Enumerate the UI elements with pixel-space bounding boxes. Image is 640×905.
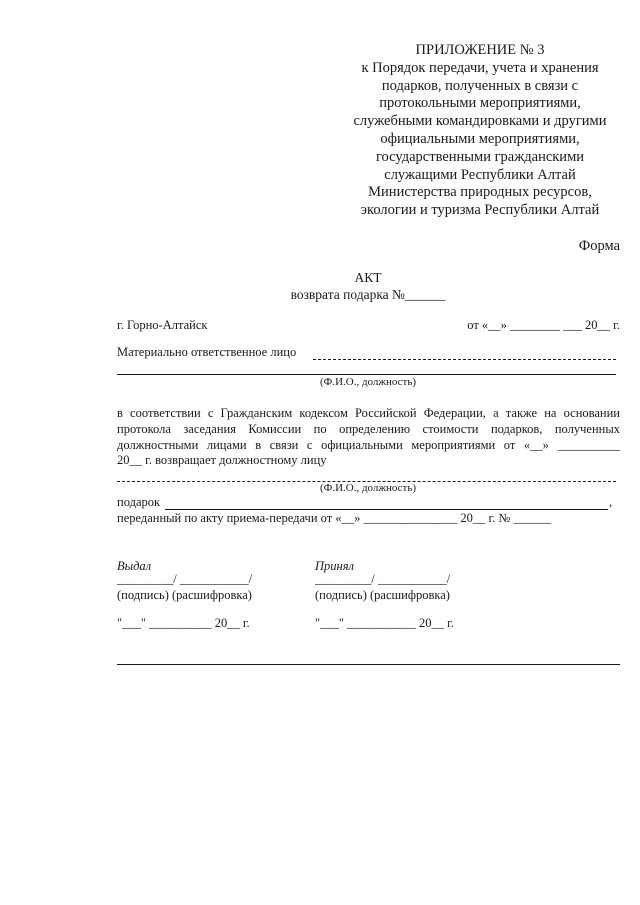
responsible-field[interactable] [313, 359, 616, 360]
fio-caption: (Ф.И.О., должность) [319, 376, 417, 388]
body-line: 20__ г. возвращает должностному лицу [117, 453, 327, 467]
gift-field[interactable] [165, 509, 608, 510]
appendix-line: служащими Республики Алтай [384, 166, 576, 183]
received-label: Принял [315, 559, 354, 573]
transfer-line: переданный по акту приема-передачи от «__» _______________ 20__ г. № ______ [117, 511, 551, 525]
appendix-line: протокольными мероприятиями, [379, 95, 581, 112]
received-sign-line[interactable]: _________/ ___________/ [315, 572, 451, 586]
date-line: от «__» ________ ___ 20__ г. [467, 318, 620, 332]
issued-label: Выдал [117, 559, 152, 573]
appendix-header [330, 42, 630, 220]
appendix-line: государственными гражданскими [375, 148, 585, 165]
act-subtitle: возврата подарка №______ [290, 287, 446, 302]
received-caption: (подпись) (расшифровка) [315, 588, 450, 602]
act-title: АКТ [354, 270, 382, 285]
gift-tail: , [609, 495, 613, 509]
issued-date[interactable]: "___" __________ 20__ г. [117, 616, 250, 630]
appendix-line: официальными мероприятиями, [380, 130, 580, 147]
responsible-label: Материально ответственное лицо [117, 345, 297, 359]
appendix-line: экологии и туризма Республики Алтай [360, 202, 600, 219]
body-line: в соответствии с Гражданским кодексом Российской Федерации, а также на основании [117, 406, 620, 420]
form-label: Форма [578, 238, 620, 254]
responsible-field-2[interactable] [117, 374, 616, 375]
appendix-line: подарков, полученных в связи с [381, 77, 579, 94]
appendix-title: ПРИЛОЖЕНИЕ № 3 [415, 42, 545, 58]
received-date[interactable]: "___" ___________ 20__ г. [315, 616, 454, 630]
gift-label: подарок [117, 495, 161, 509]
appendix-line: к Порядок передачи, учета и хранения [361, 59, 599, 76]
fio-caption: (Ф.И.О., должность) [319, 482, 417, 494]
city: г. Горно-Алтайск [117, 318, 208, 332]
bottom-rule [117, 664, 620, 665]
issued-sign-line[interactable]: _________/ ___________/ [117, 572, 253, 586]
issued-caption: (подпись) (расшифровка) [117, 588, 252, 602]
appendix-line: Министерства природных ресурсов, [368, 184, 592, 201]
body-line: должностными лицами в связи с официальными мероприятиями от «__» __________ [117, 438, 620, 452]
body-line: протокола заседания Комиссии по определению стоимости подарков, полученных [117, 422, 620, 436]
appendix-line: служебными командировками и другими [353, 113, 607, 130]
